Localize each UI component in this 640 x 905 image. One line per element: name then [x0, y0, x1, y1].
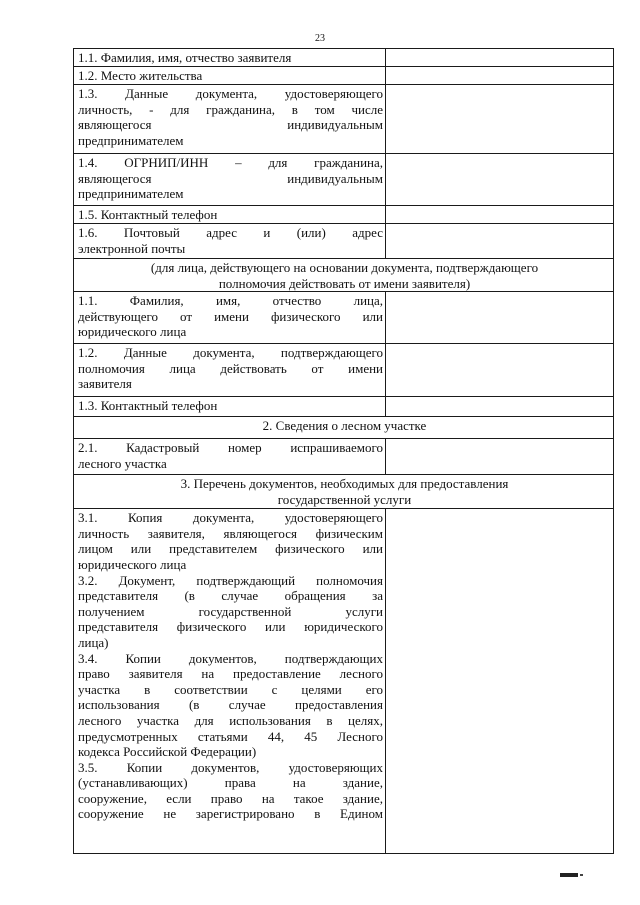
field-label-1-3 [74, 85, 386, 154]
form-row-1-2 [74, 67, 614, 85]
form-row-1-5 [74, 206, 614, 224]
text-line: использования (в случае предоставления [78, 697, 383, 713]
text-line: право заявителя на предоставление лесного [78, 666, 383, 682]
text-line: 3.2. Документ, подтверждающий полномочия [78, 572, 383, 588]
text-line: (устанавливающих) права на здание, [78, 775, 383, 791]
form-row-2-1 [74, 439, 614, 475]
text-line: предпринимателем [78, 186, 184, 202]
text-line: предпринимателем [78, 132, 184, 148]
text-line: участка в соответствии с целями его [78, 681, 383, 697]
text-line: 1.3. Данные документа, удостоверяющего [78, 86, 383, 101]
documents-value[interactable] [386, 509, 614, 854]
text-line: полномочия лица действовать от имени [78, 360, 383, 376]
text-line: 1.4. ОГРНИП/ИНН – для гражданина, [78, 155, 383, 170]
application-form-table [73, 48, 614, 854]
text-line: 1.1. Фамилия, имя, отчество заявителя [78, 50, 292, 65]
representative-note-cell [74, 259, 614, 292]
field-value-r-1-3[interactable] [386, 397, 614, 417]
text-line: юридического лица [78, 324, 187, 340]
text-line: 3.1. Копия документа, удостоверяющего [78, 510, 383, 526]
text-line: получением государственной услуги [78, 603, 383, 619]
text-line: 1.2. Данные документа, подтверждающего [78, 345, 383, 361]
text-line: 1.1. Фамилия, имя, отчество лица, [78, 293, 383, 309]
form-row-r-1-3 [74, 397, 614, 417]
text-line: 3.5. Копии документов, удостоверяющих [78, 759, 383, 775]
text-line: представителя (в случае обращения за [78, 588, 383, 604]
text-line: 1.3. Контактный телефон [78, 398, 218, 414]
text-line: 1.6. Почтовый адрес и (или) адрес [78, 225, 383, 240]
text-line: лицом или представителем физического или [78, 541, 383, 557]
document-item-3-4 [78, 651, 383, 760]
text-line: сооружение не зарегистрировано в Едином [78, 806, 383, 822]
section-heading-forest-cell: 2. Сведения о лесном участке [74, 417, 614, 439]
text-line: 2.1. Кадастровый номер испрашиваемого [78, 440, 383, 456]
field-value-1-1[interactable] [386, 49, 614, 67]
document-item-3-5 [78, 760, 383, 822]
field-value-1-4[interactable] [386, 154, 614, 206]
text-line: юридического лица [78, 556, 187, 572]
representative-note [74, 259, 614, 292]
field-label-1-4 [74, 154, 386, 206]
scan-mark-dot [580, 874, 583, 876]
field-label-r-1-3 [74, 397, 386, 417]
section-heading-forest [74, 417, 614, 439]
field-value-r-1-2[interactable] [386, 344, 614, 397]
field-label-1-6 [74, 224, 386, 259]
text-line: являющегося индивидуальным [78, 117, 383, 133]
text-line: 1.5. Контактный телефон [78, 207, 218, 222]
text-line: являющегося индивидуальным [78, 170, 383, 186]
documents-list-row [74, 509, 614, 854]
document-item-3-1 [78, 510, 383, 572]
field-label-1-5 [74, 206, 386, 224]
text-line: действующего от имени физического или [78, 308, 383, 324]
form-row-1-3 [74, 85, 614, 154]
field-value-1-6[interactable] [386, 224, 614, 259]
text-line: личность, - для гражданина, в том числе [78, 101, 383, 117]
text-line: 3.4. Копии документов, подтверждающих [78, 650, 383, 666]
text-line: электронной почты [78, 240, 186, 256]
form-row-1-4 [74, 154, 614, 206]
text-line: кодекса Российской Федерации) [78, 744, 257, 760]
text-line: полномочия действовать от имени заявителя) [218, 275, 471, 291]
field-label-1-1 [74, 49, 386, 67]
form-row-r-1-2 [74, 344, 614, 397]
section-heading-documents [74, 475, 614, 509]
field-label-1-2 [74, 67, 386, 85]
text-line: лесного участка [78, 455, 167, 471]
field-value-1-3[interactable] [386, 85, 614, 154]
scan-mark [560, 873, 578, 877]
form-row-1-1 [74, 49, 614, 67]
field-label-2-1 [74, 439, 386, 475]
field-label-r-1-2 [74, 344, 386, 397]
document-item-3-2 [78, 573, 383, 651]
text-line: (для лица, действующего на основании документа, подтверждающего [150, 260, 539, 275]
text-line: лица) [78, 634, 109, 650]
text-line: 3. Перечень документов, необходимых для предоставления [180, 476, 509, 492]
page-number: 23 [315, 33, 325, 44]
text-line: 1.2. Место жительства [78, 68, 203, 83]
text-line: сооружение, если право на такое здание, [78, 790, 383, 806]
field-label-r-1-1 [74, 292, 386, 344]
text-line: лесного участка для использования в целях, [78, 712, 383, 728]
text-line: представителя физического или юридического [78, 619, 383, 635]
field-value-1-5[interactable] [386, 206, 614, 224]
documents-list [74, 509, 386, 854]
text-line: заявителя [78, 376, 132, 392]
field-value-1-2[interactable] [386, 67, 614, 85]
form-row-r-1-1 [74, 292, 614, 344]
text-line: личность заявителя, являющегося физическим [78, 525, 383, 541]
field-value-2-1[interactable] [386, 439, 614, 475]
text-line: предусмотренных статьями 44, 45 Лесного [78, 728, 383, 744]
form-row-1-6 [74, 224, 614, 259]
section-heading-documents-cell [74, 475, 614, 509]
field-value-r-1-1[interactable] [386, 292, 614, 344]
text-line: государственной услуги [277, 491, 412, 507]
